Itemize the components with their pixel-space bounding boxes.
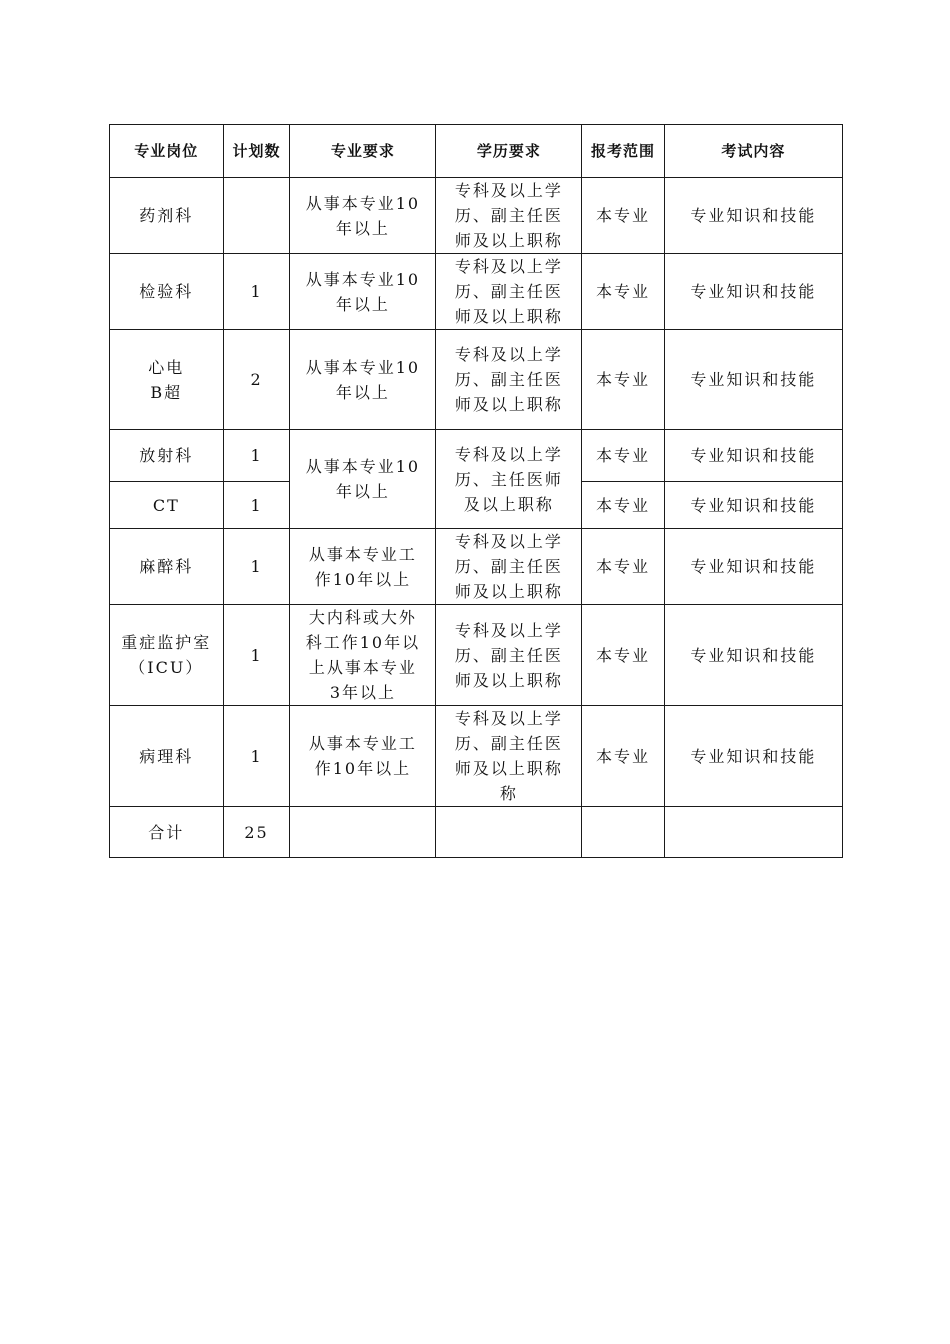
education-requirement-cell xyxy=(436,430,582,529)
education-requirement-line: 历、副主任医 xyxy=(454,370,563,389)
scope-cell: 本专业 xyxy=(582,529,664,605)
education-requirement-cell xyxy=(436,254,582,330)
education-requirement-cell xyxy=(436,330,582,430)
empty-cell xyxy=(290,807,436,858)
table-row xyxy=(110,178,843,254)
scope-cell: 本专业 xyxy=(582,706,664,807)
education-requirement-line: 专科及以上学 xyxy=(454,532,563,551)
scope-cell: 本专业 xyxy=(582,254,664,330)
exam-content-cell: 专业知识和技能 xyxy=(664,482,842,529)
major-requirement-cell xyxy=(290,254,436,330)
position-cell xyxy=(110,482,224,529)
major-requirement-line: 作10年以上 xyxy=(314,759,412,778)
scope-cell: 本专业 xyxy=(582,605,664,706)
empty-cell xyxy=(582,807,664,858)
exam-content-cell: 专业知识和技能 xyxy=(664,706,842,807)
education-requirement-cell xyxy=(436,178,582,254)
education-requirement-line: 师及以上职称 xyxy=(454,395,563,414)
position-name: 心电 xyxy=(148,357,185,377)
major-requirement-cell xyxy=(290,529,436,605)
education-requirement-line: 历、主任医师 xyxy=(454,469,563,489)
education-requirement-line: 专科及以上学 xyxy=(454,345,563,364)
exam-content-cell: 专业知识和技能 xyxy=(664,178,842,254)
education-requirement-line: 师及以上职称 xyxy=(454,670,563,690)
header-education-requirement: 学历要求 xyxy=(436,125,582,178)
education-requirement-line: 师及以上职称 xyxy=(454,307,563,326)
scope-cell: 本专业 xyxy=(582,330,664,430)
major-requirement-cell xyxy=(290,178,436,254)
major-requirement-line: 上从事本专业 xyxy=(308,658,417,677)
education-requirement-line: 师及以上职称 xyxy=(454,582,563,601)
count-cell: 1 xyxy=(223,706,290,807)
position-cell xyxy=(110,330,224,430)
empty-cell xyxy=(664,807,842,858)
total-label: 合计 xyxy=(110,807,224,858)
count-cell: 1 xyxy=(223,529,290,605)
education-requirement-line: 专科及以上学 xyxy=(454,709,563,728)
header-position: 专业岗位 xyxy=(110,125,224,178)
major-requirement-line: 年以上 xyxy=(335,482,390,501)
exam-content-cell: 专业知识和技能 xyxy=(664,605,842,706)
table-row xyxy=(110,254,843,330)
major-requirement-line: 从事本专业工 xyxy=(308,544,417,564)
table-row xyxy=(110,430,843,482)
education-requirement-cell xyxy=(436,706,582,807)
major-requirement-line: 年以上 xyxy=(335,382,390,402)
scope-cell: 本专业 xyxy=(582,430,664,482)
header-exam-content: 考试内容 xyxy=(664,125,842,178)
major-requirement-line: 从事本专业工 xyxy=(308,734,417,753)
major-requirement-cell xyxy=(290,605,436,706)
major-requirement-line: 大内科或大外 xyxy=(308,608,417,627)
position-name: 麻醉科 xyxy=(139,557,194,576)
major-requirement-line: 年以上 xyxy=(335,218,390,238)
education-requirement-line: 师及以上职称 xyxy=(454,759,563,778)
education-requirement-line: 专科及以上学 xyxy=(454,181,563,200)
education-requirement-line: 历、副主任医 xyxy=(454,734,563,753)
major-requirement-line: 从事本专业10 xyxy=(305,269,421,289)
total-count: 25 xyxy=(223,807,290,858)
position-cell xyxy=(110,605,224,706)
count-cell: 1 xyxy=(223,482,290,529)
position-name: 病理科 xyxy=(139,746,194,766)
education-requirement-line: 专科及以上学 xyxy=(454,257,563,276)
position-cell xyxy=(110,430,224,482)
table-row xyxy=(110,706,843,807)
major-requirement-line: 3年以上 xyxy=(329,683,396,702)
position-name: 放射科 xyxy=(139,446,194,465)
major-requirement-line: 从事本专业10 xyxy=(305,193,421,213)
empty-cell xyxy=(436,807,582,858)
major-requirement-line: 科工作10年以 xyxy=(305,633,421,652)
major-requirement-line: 从事本专业10 xyxy=(305,357,421,377)
exam-content-cell: 专业知识和技能 xyxy=(664,430,842,482)
recruitment-table xyxy=(109,124,843,858)
table-row xyxy=(110,529,843,605)
count-cell: 1 xyxy=(223,430,290,482)
count-cell: 1 xyxy=(223,254,290,330)
total-row xyxy=(110,807,843,858)
major-requirement-line: 从事本专业10 xyxy=(305,457,421,476)
scope-cell: 本专业 xyxy=(582,178,664,254)
position-cell xyxy=(110,254,224,330)
exam-content-cell: 专业知识和技能 xyxy=(664,254,842,330)
position-name: 药剂科 xyxy=(139,206,194,225)
position-name: （ICU） xyxy=(129,658,204,677)
position-name: B超 xyxy=(150,382,183,402)
position-name: CT xyxy=(152,495,180,515)
position-cell xyxy=(110,706,224,807)
scope-cell: 本专业 xyxy=(582,482,664,529)
header-major-requirement: 专业要求 xyxy=(290,125,436,178)
education-requirement-line: 历、副主任医 xyxy=(454,557,563,576)
header-scope: 报考范围 xyxy=(582,125,664,178)
count-cell: 1 xyxy=(223,605,290,706)
count-cell: 2 xyxy=(223,330,290,430)
major-requirement-cell xyxy=(290,330,436,430)
header-count: 计划数 xyxy=(223,125,290,178)
major-requirement-line: 作10年以上 xyxy=(314,569,412,589)
position-cell xyxy=(110,529,224,605)
education-requirement-line: 称 xyxy=(499,784,518,803)
education-requirement-line: 历、副主任医 xyxy=(454,282,563,301)
education-requirement-line: 历、副主任医 xyxy=(454,645,563,665)
exam-content-cell: 专业知识和技能 xyxy=(664,529,842,605)
position-name: 检验科 xyxy=(139,282,194,301)
major-requirement-cell xyxy=(290,430,436,529)
education-requirement-line: 师及以上职称 xyxy=(454,231,563,250)
education-requirement-cell xyxy=(436,529,582,605)
major-requirement-line: 年以上 xyxy=(335,294,390,314)
major-requirement-cell xyxy=(290,706,436,807)
table-row xyxy=(110,330,843,430)
table-row xyxy=(110,605,843,706)
exam-content-cell: 专业知识和技能 xyxy=(664,330,842,430)
position-name: 重症监护室 xyxy=(121,633,212,652)
education-requirement-line: 历、副主任医 xyxy=(454,206,563,225)
education-requirement-line: 及以上职称 xyxy=(463,494,554,514)
education-requirement-line: 专科及以上学 xyxy=(454,620,563,640)
count-cell xyxy=(223,178,290,254)
education-requirement-line: 专科及以上学 xyxy=(454,444,563,464)
position-cell xyxy=(110,178,224,254)
education-requirement-cell xyxy=(436,605,582,706)
header-row xyxy=(110,125,843,178)
